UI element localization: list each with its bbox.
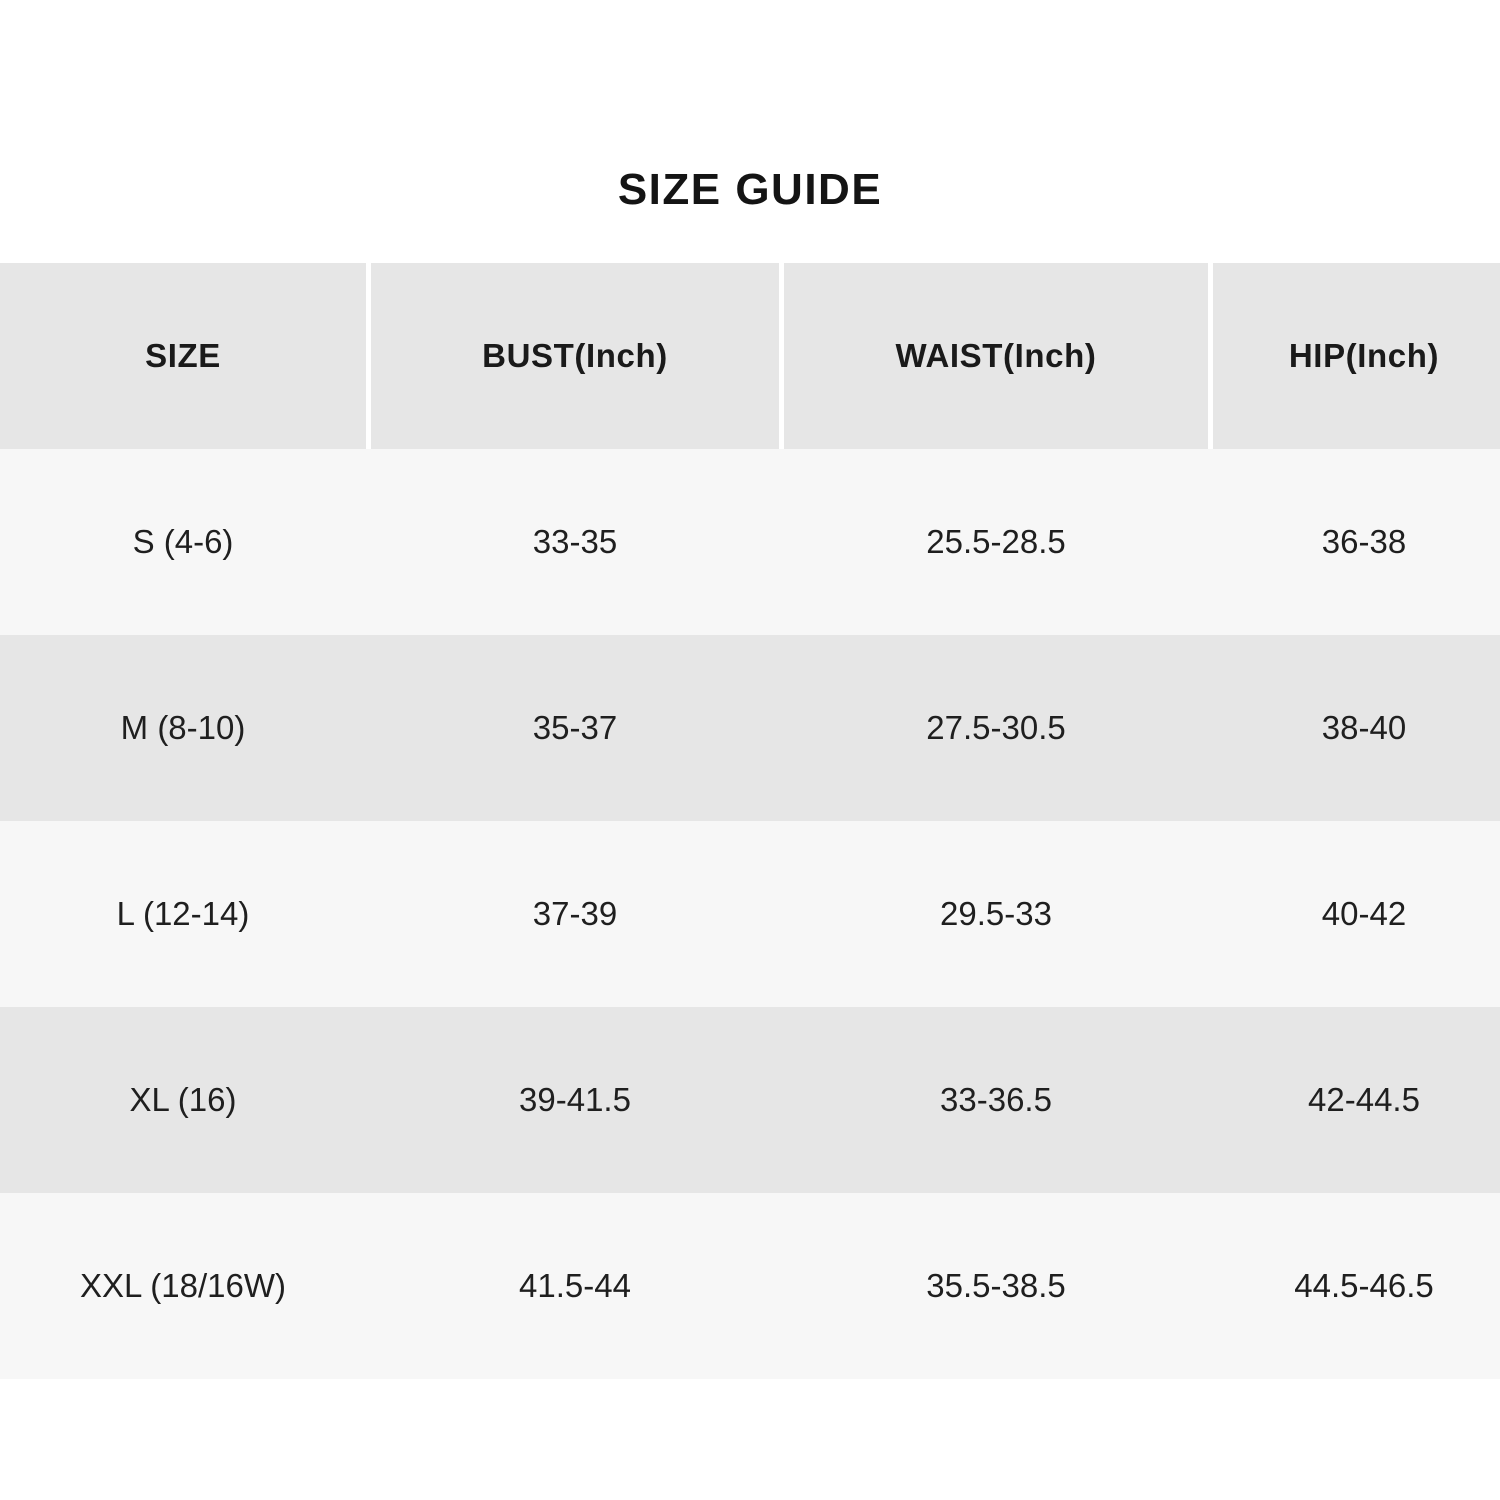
column-header-hip: HIP(Inch) [1213,263,1500,449]
cell-bust: 41.5-44 [371,1193,779,1379]
size-guide-table [0,263,1500,1379]
size-guide-table-wrap [0,263,1500,1489]
cell-size: S (4-6) [0,449,366,635]
cell-waist: 27.5-30.5 [784,635,1208,821]
cell-bust: 39-41.5 [371,1007,779,1193]
header-row [0,263,1500,449]
cell-waist: 25.5-28.5 [784,449,1208,635]
cell-hip: 36-38 [1213,449,1500,635]
page-title: SIZE GUIDE [617,165,883,214]
bottom-spacer [0,1379,1500,1489]
cell-bust: 33-35 [371,449,779,635]
column-header-waist: WAIST(Inch) [784,263,1208,449]
cell-bust: 37-39 [371,821,779,1007]
cell-waist: 29.5-33 [784,821,1208,1007]
table-row [0,1007,1500,1193]
table-row [0,449,1500,635]
table-row [0,1193,1500,1379]
table-row [0,635,1500,821]
table-row [0,821,1500,1007]
cell-hip: 42-44.5 [1213,1007,1500,1193]
cell-bust: 35-37 [371,635,779,821]
cell-waist: 33-36.5 [784,1007,1208,1193]
column-header-size: SIZE [0,263,366,449]
table-body [0,449,1500,1379]
cell-size: M (8-10) [0,635,366,821]
column-header-bust: BUST(Inch) [371,263,779,449]
cell-size: XXL (18/16W) [0,1193,366,1379]
cell-hip: 44.5-46.5 [1213,1193,1500,1379]
cell-waist: 35.5-38.5 [784,1193,1208,1379]
cell-hip: 40-42 [1213,821,1500,1007]
cell-hip: 38-40 [1213,635,1500,821]
cell-size: XL (16) [0,1007,366,1193]
table-header [0,263,1500,449]
cell-size: L (12-14) [0,821,366,1007]
